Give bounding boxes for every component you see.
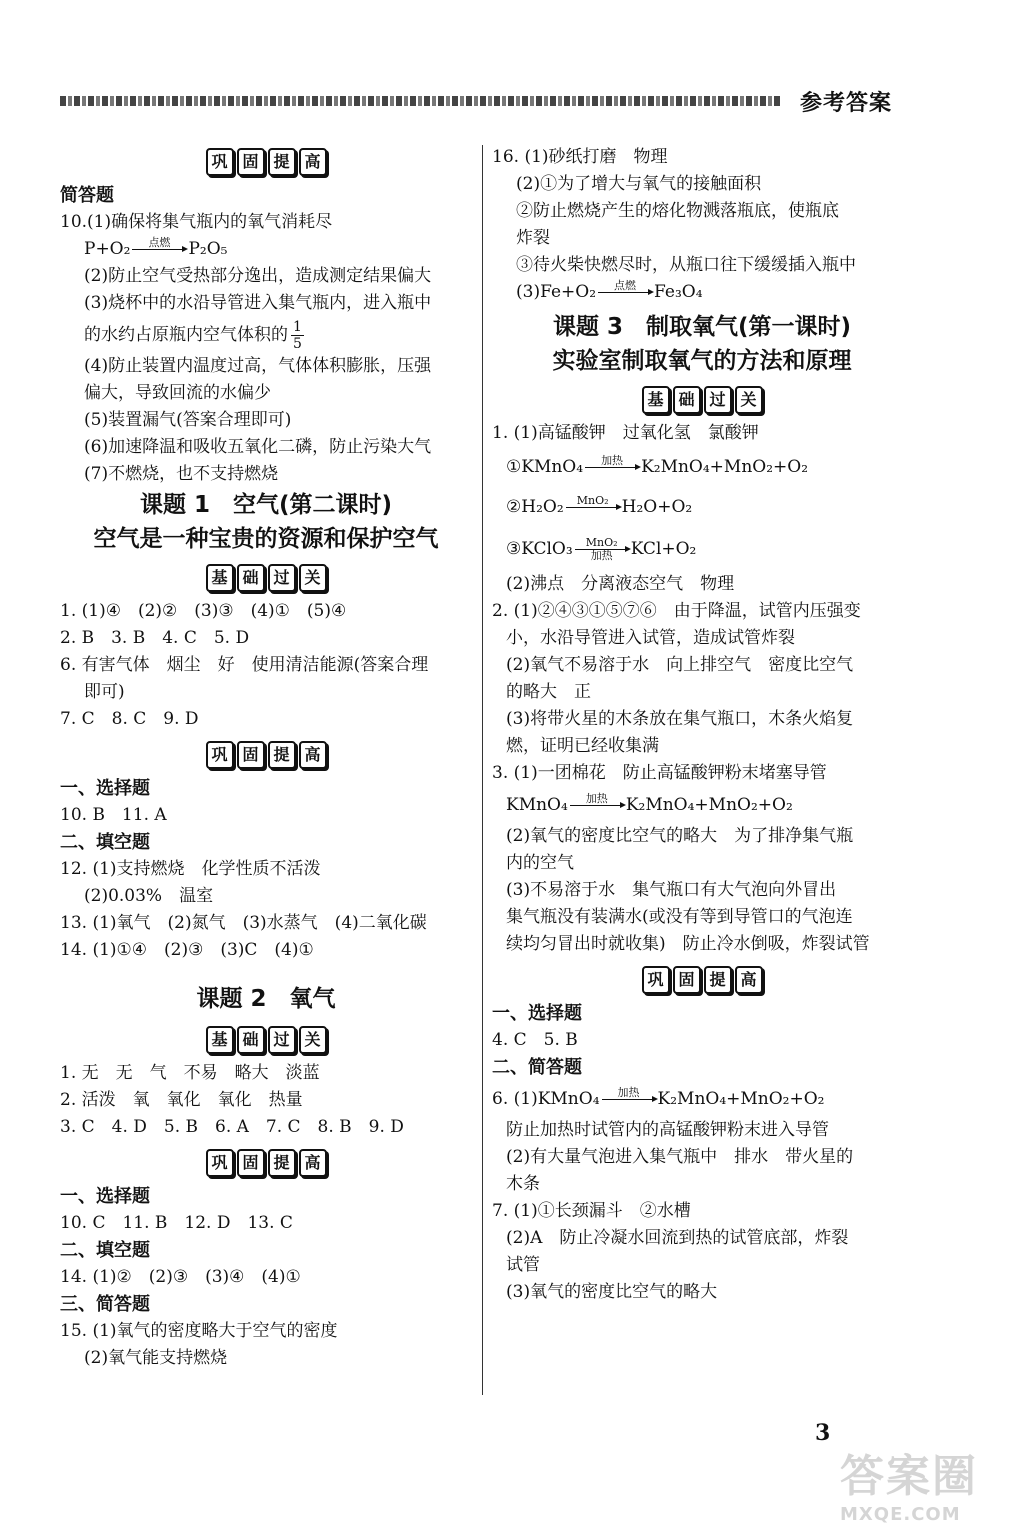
lesson-title: 课题 3 制取氧气(第一课时) — [552, 314, 852, 340]
answer-line: 16. (1)砂纸打磨 物理 — [492, 147, 668, 167]
equation: P+O₂ 点燃 P₂O₅ — [84, 236, 228, 259]
lesson-title: 课题 1 空气(第二课时) — [139, 492, 393, 518]
answer-line: 7. C 8. C 9. D — [60, 709, 199, 729]
badge-char: 固 — [237, 148, 265, 176]
badge-char: 础 — [237, 564, 265, 592]
badge-char: 提 — [268, 741, 296, 769]
answer-line: 2. (1)②④③①⑤⑦⑥ 由于降温，试管内压强变 — [492, 601, 861, 621]
badge-char: 础 — [237, 1026, 265, 1054]
answer-line: 炸裂 — [516, 228, 550, 248]
header-rule — [60, 96, 780, 106]
lesson-subtitle: 实验室制取氧气的方法和原理 — [552, 348, 852, 374]
answer-line: 小，水沿导管进入试管，造成试管炸裂 — [506, 628, 795, 648]
answer-line: 试管 — [506, 1255, 540, 1275]
equation: ②H₂O₂ MnO₂ H₂O+O₂ — [506, 493, 693, 517]
badge-char: 过 — [704, 386, 732, 414]
answer-line: (3)烧杯中的水沿导管进入集气瓶内，进入瓶中 — [84, 293, 432, 313]
answer-line: 10. B 11. A — [60, 805, 167, 825]
answer-line: 燃，证明已经收集满 — [506, 736, 659, 756]
badge-char: 高 — [299, 1149, 327, 1177]
badge-char: 巩 — [206, 741, 234, 769]
answer-line: 木条 — [506, 1174, 540, 1194]
badge-char: 提 — [268, 148, 296, 176]
page-number: 3 — [815, 1420, 831, 1446]
badge-char: 巩 — [206, 1149, 234, 1177]
answer-line: 1. (1)④ (2)② (3)③ (4)① (5)④ — [60, 601, 347, 621]
answer-line: 1. 无 无 气 不易 略大 淡蓝 — [60, 1063, 320, 1083]
answer-line: 10.(1)确保将集气瓶内的氧气消耗尽 — [60, 212, 333, 232]
answer-line: (6)加速降温和吸收五氧化二磷，防止污染大气 — [84, 437, 432, 457]
badge-char: 关 — [299, 564, 327, 592]
badge-char: 巩 — [642, 966, 670, 994]
answer-line: 10. C 11. B 12. D 13. C — [60, 1213, 293, 1233]
badge-char: 固 — [673, 966, 701, 994]
equation: ①KMnO₄ 加热 K₂MnO₄+MnO₂+O₂ — [506, 453, 809, 477]
lesson-subtitle: 空气是一种宝贵的资源和保护空气 — [93, 526, 439, 552]
badge-char: 高 — [299, 148, 327, 176]
answer-line: (3)不易溶于水 集气瓶口有大气泡向外冒出 — [506, 880, 837, 900]
answer-line: ③待火柴快燃尽时，从瓶口往下缓缓插入瓶中 — [516, 255, 856, 275]
badge-char: 基 — [206, 1026, 234, 1054]
answer-line: (2)氧气的密度比空气的略大 为了排净集气瓶 — [506, 826, 854, 846]
badge-jichu — [60, 1026, 472, 1054]
answer-line: 续均匀冒出时就收集) 防止冷水倒吸，炸裂试管 — [506, 934, 870, 954]
badge-char: 基 — [642, 386, 670, 414]
badge-char: 础 — [673, 386, 701, 414]
equation: ③KClO₃ MnO₂ 加热 KCl+O₂ — [506, 535, 697, 562]
answer-line: (2)防止空气受热部分逸出，造成测定结果偏大 — [84, 266, 432, 286]
answer-line: (7)不燃烧，也不支持燃烧 — [84, 464, 279, 484]
equation: KMnO₄ 加热 K₂MnO₄+MnO₂+O₂ — [506, 791, 793, 815]
badge-char: 提 — [268, 1149, 296, 1177]
answer-line: (3)将带火星的木条放在集气瓶口，木条火焰复 — [506, 709, 854, 729]
badge-gonggu — [60, 148, 472, 176]
watermark-logo: 答案圈 MXQE.COM — [840, 1451, 978, 1525]
answer-line: 4. C 5. B — [492, 1030, 578, 1050]
section-heading: 二、简答题 — [492, 1057, 582, 1078]
badge-char: 关 — [735, 386, 763, 414]
answer-line: ②防止燃烧产生的熔化物溅落瓶底，使瓶底 — [516, 201, 839, 221]
answer-line: 即可) — [84, 682, 125, 702]
answer-line: 14. (1)①④ (2)③ (3)C (4)① — [60, 940, 314, 960]
equation: 6. (1)KMnO₄ 加热 K₂MnO₄+MnO₂+O₂ — [492, 1085, 825, 1109]
right-column — [492, 144, 912, 1306]
section-heading: 二、填空题 — [60, 1240, 150, 1261]
badge-char: 固 — [237, 1149, 265, 1177]
section-heading: 一、选择题 — [60, 1186, 150, 1207]
answer-line: 3. C 4. D 5. B 6. A 7. C 8. B 9. D — [60, 1117, 404, 1137]
left-column — [60, 140, 472, 1372]
answer-line: 1. (1)高锰酸钾 过氧化氢 氯酸钾 — [492, 423, 759, 443]
answer-line: (3)氧气的密度比空气的略大 — [506, 1282, 718, 1302]
badge-char: 高 — [735, 966, 763, 994]
badge-gonggu — [492, 966, 912, 994]
answer-line: 15. (1)氧气的密度略大于空气的密度 — [60, 1321, 338, 1341]
badge-char: 巩 — [206, 148, 234, 176]
badge-char: 基 — [206, 564, 234, 592]
answer-line: 13. (1)氧气 (2)氮气 (3)水蒸气 (4)二氧化碳 — [60, 913, 427, 933]
equation: (3)Fe+O₂ 点燃 Fe₃O₄ — [516, 279, 703, 302]
column-divider — [482, 145, 483, 1395]
section-heading: 一、选择题 — [492, 1003, 582, 1024]
answer-line: (2)0.03% 温室 — [84, 886, 214, 906]
lesson-title: 课题 2 氧气 — [196, 986, 336, 1012]
fraction: $\frac{1}{5}$ — [293, 319, 302, 352]
answer-line: 偏大，导致回流的水偏少 — [84, 383, 271, 403]
answer-line: 14. (1)② (2)③ (3)④ (4)① — [60, 1267, 301, 1287]
answer-line: (2)沸点 分离液态空气 物理 — [506, 574, 735, 594]
badge-char: 关 — [299, 1026, 327, 1054]
answer-line: 12. (1)支持燃烧 化学性质不活泼 — [60, 859, 321, 879]
section-heading: 三、简答题 — [60, 1294, 150, 1315]
badge-gonggu — [60, 741, 472, 769]
answer-line: (2)氧气能支持燃烧 — [84, 1348, 228, 1368]
badge-char: 过 — [268, 564, 296, 592]
answer-line: 内的空气 — [506, 853, 574, 873]
answer-line: 的略大 正 — [506, 682, 591, 702]
badge-char: 固 — [237, 741, 265, 769]
answer-line: (2)氧气不易溶于水 向上排空气 密度比空气 — [506, 655, 854, 675]
answer-line: 防止加热时试管内的高锰酸钾粉末进入导管 — [506, 1120, 829, 1140]
answer-line: 3. (1)一团棉花 防止高锰酸钾粉末堵塞导管 — [492, 763, 827, 783]
badge-char: 过 — [268, 1026, 296, 1054]
badge-jichu — [60, 564, 472, 592]
page-header-title: 参考答案 — [800, 91, 893, 116]
answer-line: 2. B 3. B 4. C 5. D — [60, 628, 250, 648]
badge-gonggu — [60, 1149, 472, 1177]
section-heading: 一、选择题 — [60, 778, 150, 799]
answer-line: (2)A 防止冷凝水回流到热的试管底部，炸裂 — [506, 1228, 849, 1248]
answer-line: 的水约占原瓶内空气体积的 $\frac{1}{5}$ — [84, 319, 302, 352]
answer-line: (2)有大量气泡进入集气瓶中 排水 带火星的 — [506, 1147, 854, 1167]
section-heading: 简答题 — [60, 185, 114, 206]
answer-line: (4)防止装置内温度过高，气体体积膨胀，压强 — [84, 356, 432, 376]
answer-line: (5)装置漏气(答案合理即可) — [84, 410, 292, 430]
badge-char: 提 — [704, 966, 732, 994]
answer-line: 7. (1)①长颈漏斗 ②水槽 — [492, 1201, 691, 1221]
answer-line: 2. 活泼 氧 氧化 氧化 热量 — [60, 1090, 303, 1110]
answer-line: 集气瓶没有装满水(或没有等到导管口的气泡连 — [506, 907, 853, 927]
badge-jichu — [492, 386, 912, 414]
answer-line: 6. 有害气体 烟尘 好 使用清洁能源(答案合理 — [60, 655, 429, 675]
badge-char: 高 — [299, 741, 327, 769]
answer-line: (2)①为了增大与氧气的接触面积 — [516, 174, 762, 194]
section-heading: 二、填空题 — [60, 832, 150, 853]
